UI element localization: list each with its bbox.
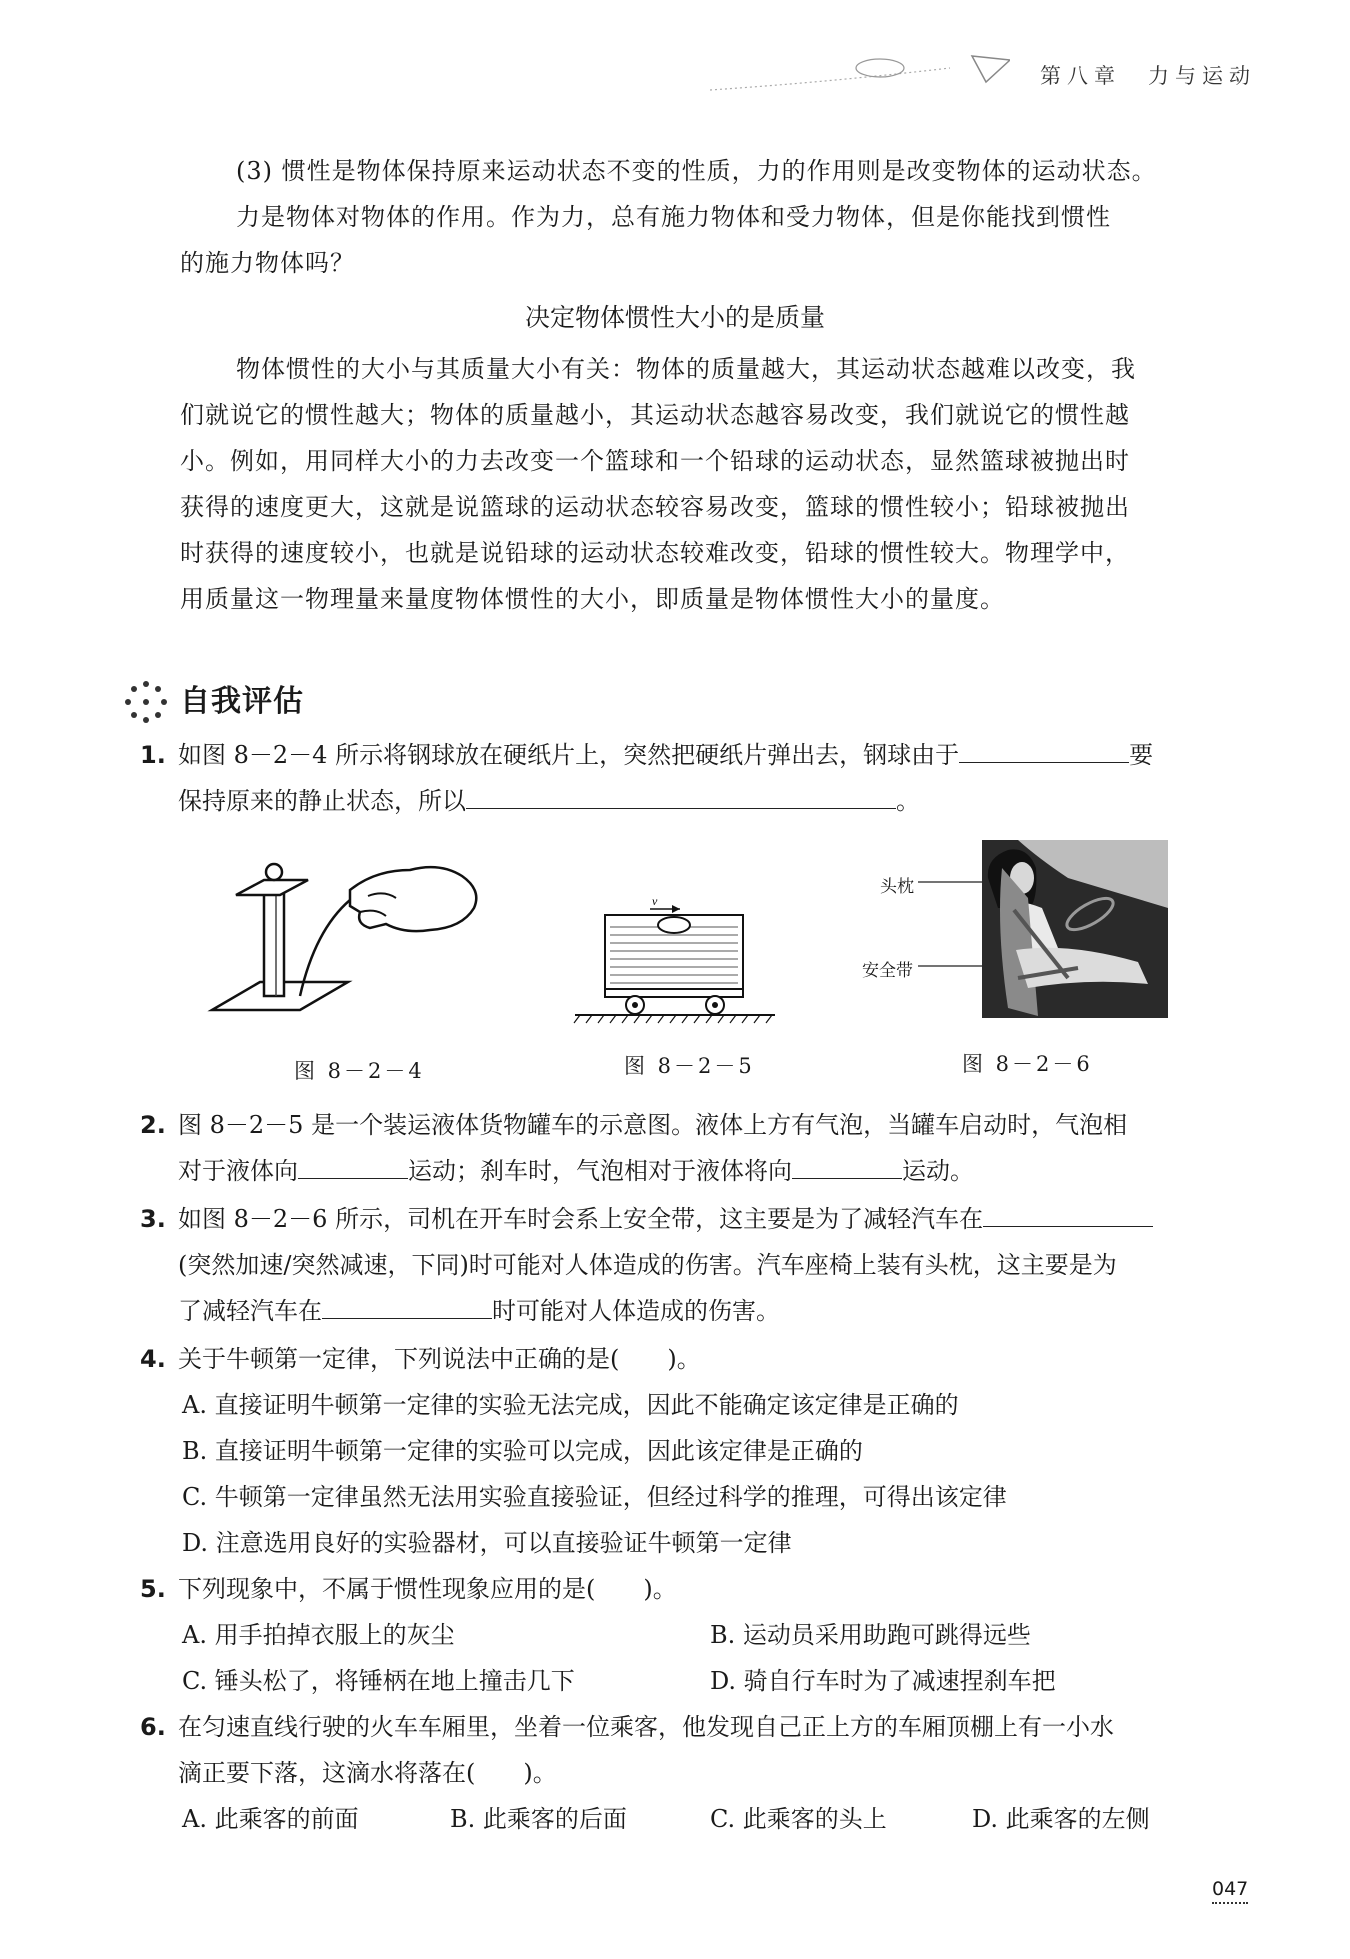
answer-blank[interactable] bbox=[959, 736, 1129, 763]
question-1 bbox=[140, 732, 1250, 824]
question-text: 。 bbox=[896, 787, 920, 815]
option-d[interactable]: D. 骑自行车时为了减速捏刹车把 bbox=[710, 1667, 1056, 1695]
mass-line: 时获得的速度较小，也就是说铅球的运动状态较难改变，铅球的惯性较大。物理学中， bbox=[180, 539, 1130, 567]
option-c[interactable]: C. 锤头松了，将锤柄在地上撞击几下 bbox=[182, 1667, 575, 1695]
page-number: 047 bbox=[1212, 1878, 1248, 1904]
question-5 bbox=[140, 1566, 1250, 1612]
question-text: 关于牛顿第一定律，下列说法中正确的是( )。 bbox=[178, 1345, 701, 1373]
question-number: 5. bbox=[140, 1575, 166, 1603]
answer-blank[interactable] bbox=[322, 1292, 492, 1319]
answer-blank[interactable] bbox=[983, 1200, 1153, 1227]
velocity-label: v bbox=[652, 895, 658, 908]
box-title: 决定物体惯性大小的是质量 bbox=[524, 303, 825, 332]
mass-line: 用质量这一物理量来量度物体惯性的大小，即质量是物体惯性大小的量度。 bbox=[180, 585, 1005, 613]
question-6 bbox=[140, 1704, 1250, 1796]
headrest-label: 头枕 bbox=[880, 877, 914, 897]
question-text: 要 bbox=[1129, 741, 1154, 769]
option-b[interactable]: B. 直接证明牛顿第一定律的实验可以完成，因此该定律是正确的 bbox=[182, 1437, 863, 1465]
question-text: 保持原来的静止状态，所以 bbox=[178, 787, 466, 815]
mass-line: 物体惯性的大小与其质量大小有关：物体的质量越大，其运动状态越难以改变，我 bbox=[236, 355, 1136, 383]
question-2 bbox=[140, 1102, 1250, 1194]
answer-blank[interactable] bbox=[792, 1152, 902, 1179]
figure-caption: 图 8－2－6 bbox=[962, 1052, 1093, 1076]
question-text: 如图 8－2－4 所示将钢球放在硬纸片上，突然把硬纸片弹出去，钢球由于 bbox=[178, 741, 960, 769]
question-text: 时可能对人体造成的伤害。 bbox=[492, 1297, 780, 1325]
question-text: 下列现象中，不属于惯性现象应用的是( )。 bbox=[178, 1575, 677, 1603]
intro-paragraph-1: (3) 惯性是物体保持原来运动状态不变的性质，力的作用则是改变物体的运动状态。 bbox=[236, 157, 1157, 185]
question-number: 2. bbox=[140, 1111, 166, 1139]
option-c[interactable]: C. 牛顿第一定律虽然无法用实验直接验证，但经过科学的推理，可得出该定律 bbox=[182, 1483, 1007, 1511]
figure-8-2-4 bbox=[200, 850, 490, 1025]
question-text: 了减轻汽车在 bbox=[178, 1297, 322, 1325]
header-decoration bbox=[710, 52, 1010, 92]
question-text: (突然加速/突然减速，下同)时可能对人体造成的伤害。汽车座椅上装有头枕，这主要是为 bbox=[178, 1251, 1117, 1279]
question-number: 4. bbox=[140, 1345, 166, 1373]
question-number: 3. bbox=[140, 1205, 166, 1233]
chapter-title: 第八章 力与运动 bbox=[1040, 64, 1256, 88]
dots-icon bbox=[124, 680, 168, 724]
question-text: 滴正要下落，这滴水将落在( )。 bbox=[178, 1759, 557, 1787]
seatbelt-label: 安全带 bbox=[862, 961, 913, 981]
figure-caption: 图 8－2－5 bbox=[624, 1054, 755, 1078]
option-c[interactable]: C. 此乘客的头上 bbox=[710, 1805, 887, 1833]
intro-paragraph-2b: 的施力物体吗？ bbox=[180, 249, 355, 277]
question-text: 如图 8－2－6 所示，司机在开车时会系上安全带，这主要是为了减轻汽车在 bbox=[178, 1205, 984, 1233]
question-text: 对于液体向 bbox=[178, 1157, 298, 1185]
mass-line: 获得的速度更大，这就是说篮球的运动状态较容易改变，篮球的惯性较小；铅球被抛出 bbox=[180, 493, 1130, 521]
option-b[interactable]: B. 此乘客的后面 bbox=[450, 1805, 627, 1833]
answer-blank[interactable] bbox=[298, 1152, 408, 1179]
figure-caption: 图 8－2－4 bbox=[294, 1059, 425, 1083]
section-title: 自我评估 bbox=[180, 684, 304, 719]
question-3 bbox=[140, 1196, 1250, 1334]
question-number: 1. bbox=[140, 741, 166, 769]
option-b[interactable]: B. 运动员采用助跑可跳得远些 bbox=[710, 1621, 1031, 1649]
option-d[interactable]: D. 注意选用良好的实验器材，可以直接验证牛顿第一定律 bbox=[182, 1529, 792, 1557]
answer-blank[interactable] bbox=[466, 782, 896, 809]
question-4 bbox=[140, 1336, 1250, 1382]
figure-8-2-5 bbox=[570, 895, 780, 1025]
option-d[interactable]: D. 此乘客的左侧 bbox=[972, 1805, 1150, 1833]
figure-8-2-6 bbox=[918, 838, 1170, 1020]
mass-line: 小。例如，用同样大小的力去改变一个篮球和一个铅球的运动状态，显然篮球被抛出时 bbox=[180, 447, 1130, 475]
question-text: 运动。 bbox=[902, 1157, 974, 1185]
mass-line: 们就说它的惯性越大；物体的质量越小，其运动状态越容易改变，我们就说它的惯性越 bbox=[180, 401, 1130, 429]
question-number: 6. bbox=[140, 1713, 166, 1741]
question-text: 在匀速直线行驶的火车车厢里，坐着一位乘客，他发现自己正上方的车厢顶棚上有一小水 bbox=[178, 1713, 1114, 1741]
mass-paragraph bbox=[180, 346, 1180, 622]
option-a[interactable]: A. 用手拍掉衣服上的灰尘 bbox=[182, 1621, 455, 1649]
question-text: 图 8－2－5 是一个装运液体货物罐车的示意图。液体上方有气泡，当罐车启动时，气泡相 bbox=[178, 1111, 1128, 1139]
intro-paragraph-2a: 力是物体对物体的作用。作为力，总有施力物体和受力物体，但是你能找到惯性 bbox=[236, 203, 1111, 231]
option-a[interactable]: A. 此乘客的前面 bbox=[182, 1805, 359, 1833]
option-a[interactable]: A. 直接证明牛顿第一定律的实验无法完成，因此不能确定该定律是正确的 bbox=[182, 1391, 959, 1419]
question-text: 运动；刹车时，气泡相对于液体将向 bbox=[408, 1157, 792, 1185]
